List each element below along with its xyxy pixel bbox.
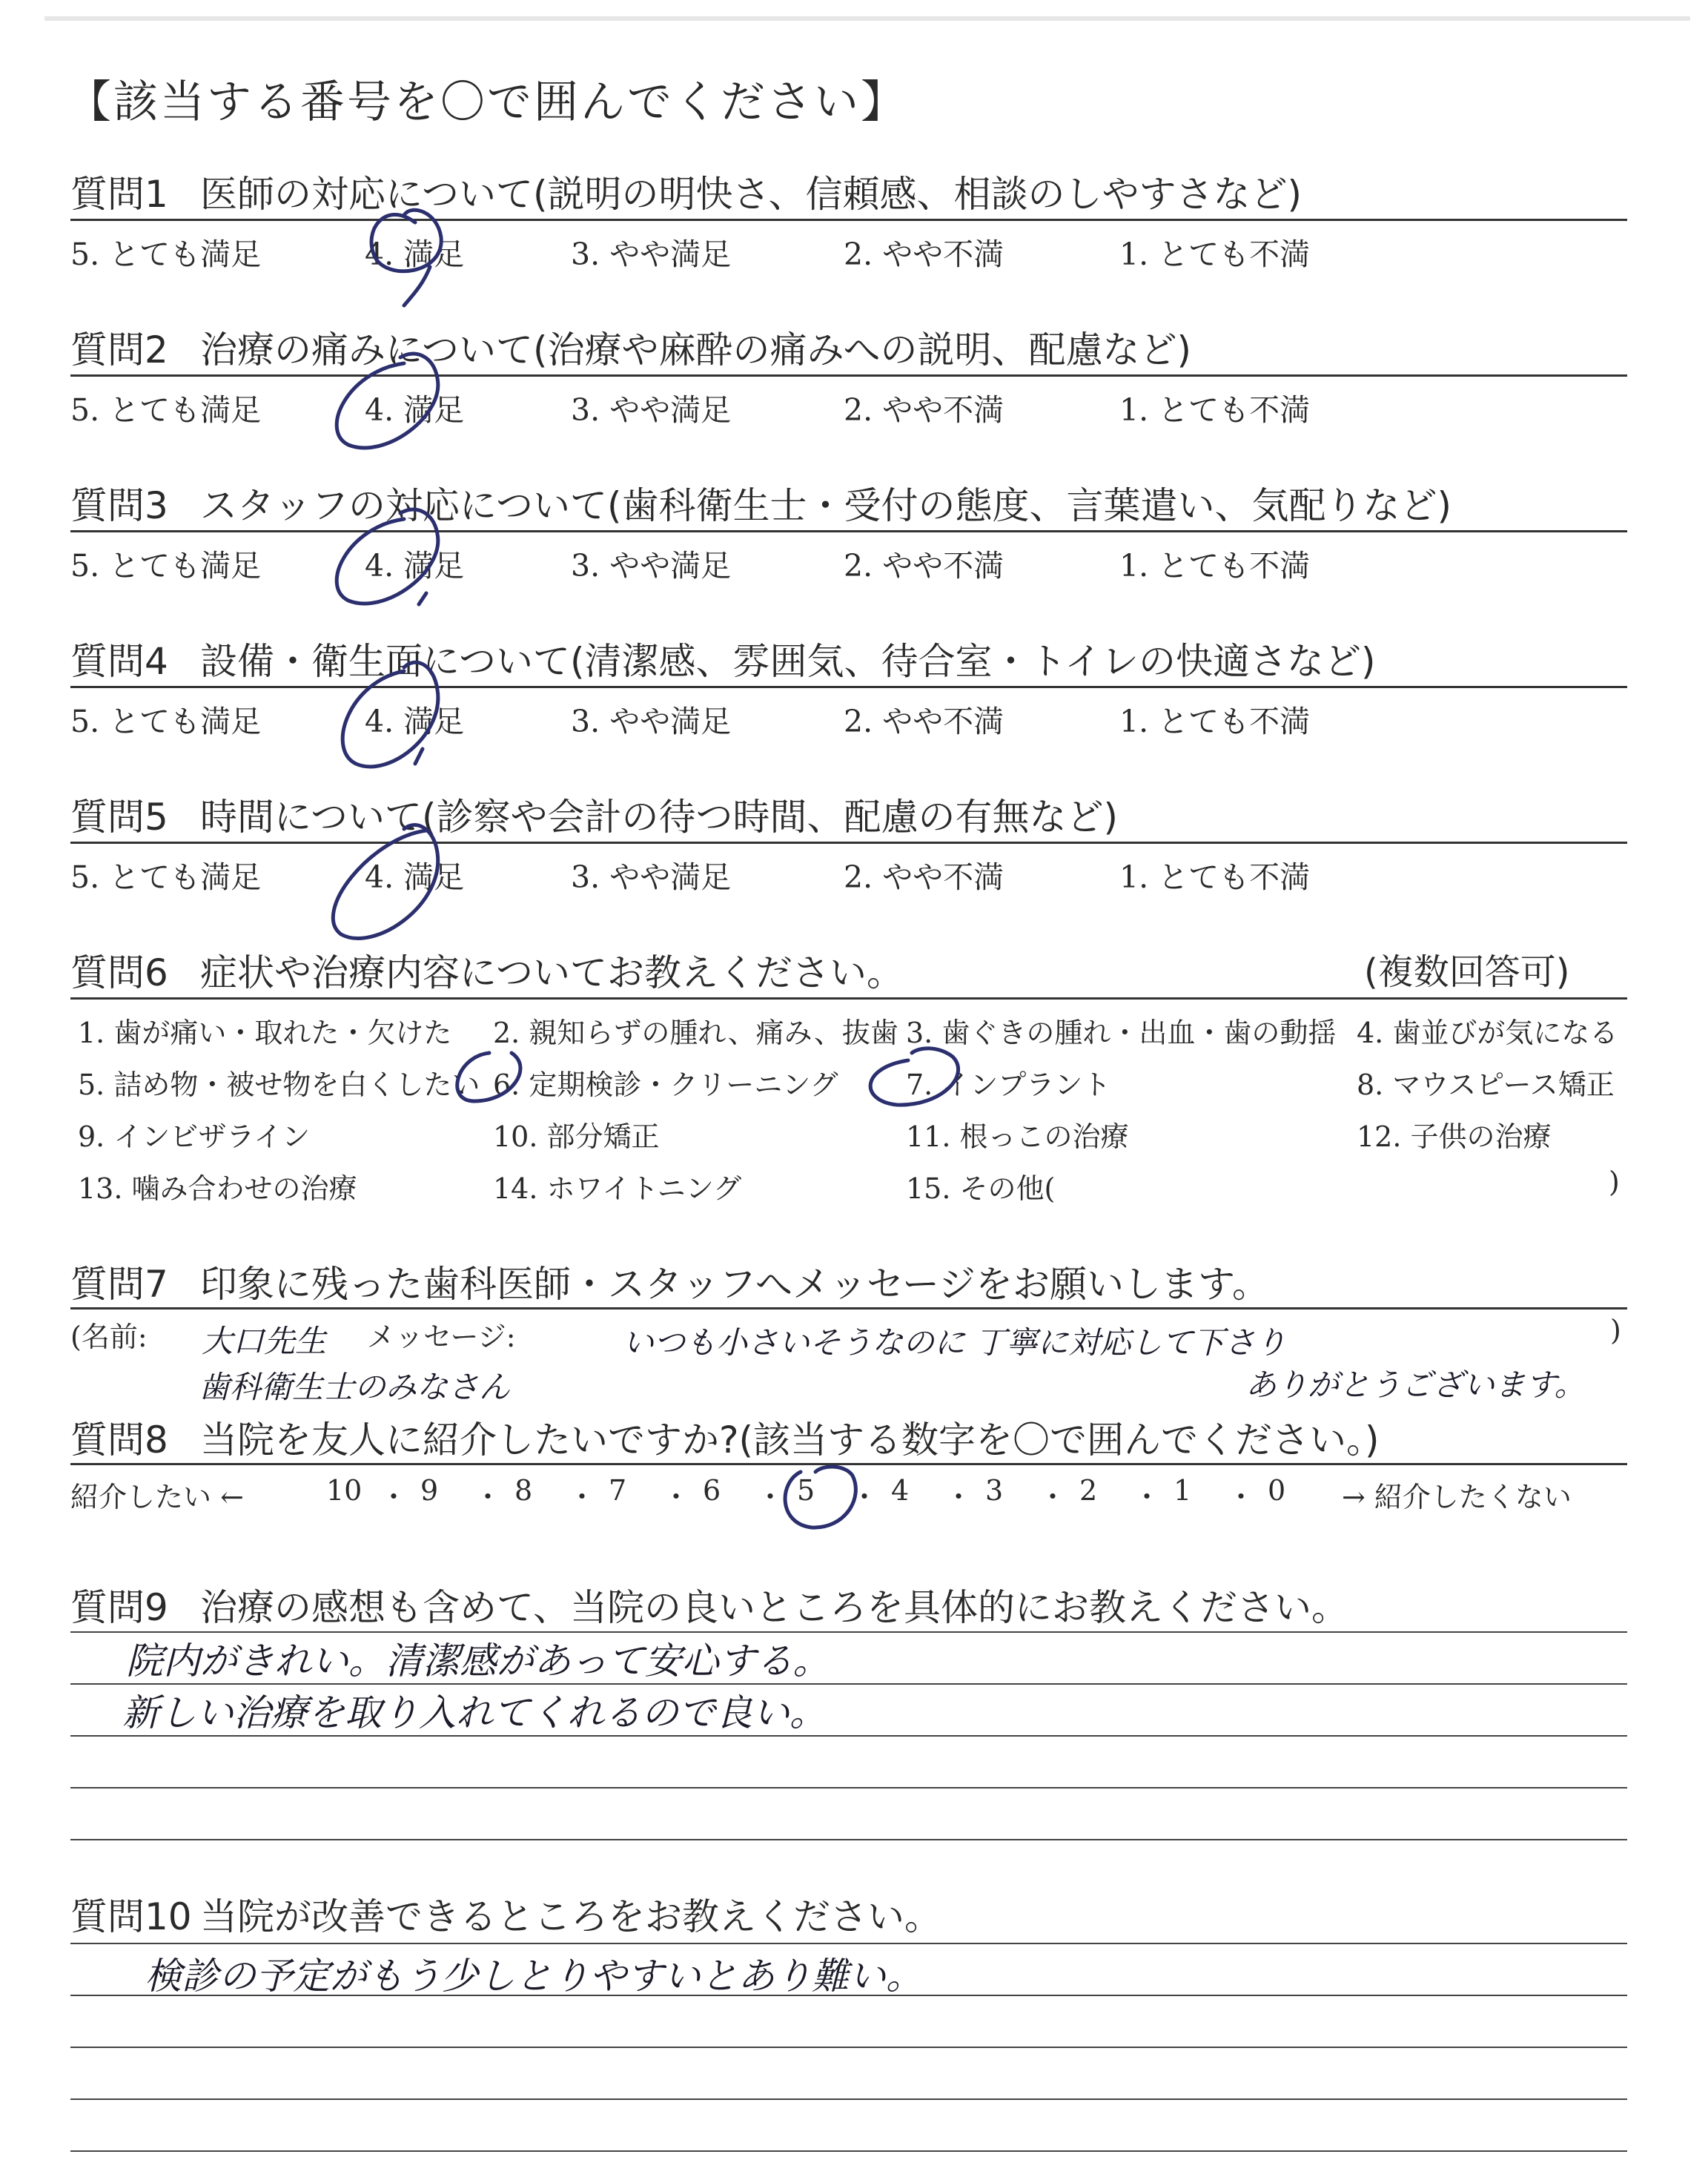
q2-option-4[interactable]: 4. 満足 <box>365 392 465 428</box>
scale-separator: ・ <box>1133 1481 1162 1513</box>
question-number: 質問2 <box>70 328 168 371</box>
scale-value-2[interactable]: 2 <box>1079 1474 1098 1507</box>
q3-option-3[interactable]: 3. やや満足 <box>571 548 732 584</box>
q1-option-5[interactable]: 5. とても満足 <box>70 237 262 272</box>
scale-separator: ・ <box>944 1481 973 1513</box>
question-text: 症状や治療内容についてお教えください。 <box>200 951 904 994</box>
q6-option-13[interactable]: 13. 噛み合わせの治療 <box>78 1172 357 1205</box>
scale-separator: ・ <box>1039 1481 1068 1513</box>
q6-option-8[interactable]: 8. マウスピース矯正 <box>1357 1069 1615 1101</box>
q5-option-2[interactable]: 2. やや不満 <box>844 859 1004 895</box>
q6-option-7-circle <box>870 1048 958 1105</box>
q6-other-close-paren: ) <box>1609 1166 1620 1198</box>
q3-option-1[interactable]: 1. とても不満 <box>1119 548 1311 584</box>
question-text: 治療の痛みについて(治療や麻酔の痛みへの説明、配慮など) <box>200 328 1192 371</box>
question-text: スタッフの対応について(歯科衛生士・受付の態度、言葉遣い、気配りなど) <box>200 484 1452 527</box>
q6-option-7[interactable]: 7. インプラント <box>906 1069 1111 1101</box>
q5-option-4[interactable]: 4. 満足 <box>365 859 465 895</box>
scale-separator: ・ <box>662 1481 691 1513</box>
handwritten-answer-q10-1: 検診の予定がもう少しとりやすいとあり難い。 <box>145 1955 923 1998</box>
scale-value-0[interactable]: 0 <box>1268 1474 1286 1507</box>
q1-selection-circle <box>371 210 441 305</box>
handwritten-name-2: 歯科衛生士のみなさん <box>199 1369 511 1405</box>
handwritten-name-1: 大口先生 <box>202 1323 327 1359</box>
q5-option-5[interactable]: 5. とても満足 <box>70 859 262 895</box>
question-number: 質問4 <box>70 640 168 683</box>
question-number: 質問3 <box>70 484 168 527</box>
question-number: 質問9 <box>70 1586 168 1629</box>
question-text: 時間について(診察や会計の待つ時間、配慮の有無など) <box>200 796 1119 839</box>
scale-separator: ・ <box>1227 1481 1256 1513</box>
question-number: 質問8 <box>70 1418 168 1462</box>
question-text: 医師の対応について(説明の明快さ、信頼感、相談のしやすさなど) <box>200 173 1302 216</box>
question-number: 質問5 <box>70 796 168 839</box>
handwritten-message-1: いつも小さいそうなのに 丁寧に対応して下さり <box>623 1324 1287 1361</box>
q2-option-1[interactable]: 1. とても不満 <box>1119 392 1311 428</box>
question-number: 質問1 <box>70 173 168 216</box>
q1-option-4[interactable]: 4. 満足 <box>365 237 465 272</box>
q6-option-4[interactable]: 4. 歯並びが気になる <box>1357 1017 1618 1049</box>
q6-option-5[interactable]: 5. 詰め物・被せ物を白くしたい <box>78 1069 480 1101</box>
q4-option-4[interactable]: 4. 満足 <box>365 704 465 739</box>
q3-selection-circle <box>337 509 438 604</box>
scale-separator: ・ <box>568 1481 597 1513</box>
recommend-left-label: 紹介したい ← <box>70 1481 244 1513</box>
question-number: 質問10 <box>70 1895 192 1938</box>
question-text: 当院が改善できるところをお教えください。 <box>200 1895 941 1938</box>
question-text: 印象に残った歯科医師・スタッフへメッセージをお願いします。 <box>200 1263 1269 1306</box>
q2-option-3[interactable]: 3. やや満足 <box>571 392 732 428</box>
q1-option-1[interactable]: 1. とても不満 <box>1119 237 1311 272</box>
handwritten-message-2: ありがとうございます。 <box>1245 1367 1586 1403</box>
q1-option-3[interactable]: 3. やや満足 <box>571 237 732 272</box>
scale-value-6[interactable]: 6 <box>703 1474 721 1507</box>
scale-value-9[interactable]: 9 <box>420 1474 439 1507</box>
q6-option-10[interactable]: 10. 部分矯正 <box>493 1120 660 1153</box>
q5-option-3[interactable]: 3. やや満足 <box>571 859 732 895</box>
q6-option-3[interactable]: 3. 歯ぐきの腫れ・出血・歯の動揺 <box>906 1017 1337 1049</box>
scale-value-7[interactable]: 7 <box>609 1474 627 1507</box>
scale-value-5[interactable]: 5 <box>797 1474 815 1507</box>
question-number: 質問7 <box>70 1263 168 1306</box>
recommend-right-label: → 紹介したくない <box>1342 1481 1572 1513</box>
q6-option-12[interactable]: 12. 子供の治療 <box>1357 1120 1552 1153</box>
q5-option-1[interactable]: 1. とても不満 <box>1119 859 1311 895</box>
q5-selection-circle <box>333 825 437 939</box>
q4-option-3[interactable]: 3. やや満足 <box>571 704 732 739</box>
q3-option-2[interactable]: 2. やや不満 <box>844 548 1004 584</box>
scale-value-1[interactable]: 1 <box>1174 1474 1192 1507</box>
q2-option-2[interactable]: 2. やや不満 <box>844 392 1004 428</box>
q4-selection-circle <box>342 662 438 767</box>
message-close-paren: ) <box>1610 1314 1621 1347</box>
scale-separator: ・ <box>380 1481 408 1513</box>
scale-separator: ・ <box>850 1481 879 1513</box>
question-text: 当院を友人に紹介したいですか?(該当する数字を〇で囲んでください。) <box>200 1418 1380 1462</box>
page-header: 【該当する番号を〇で囲んでください】 <box>67 76 907 128</box>
q6-option-2[interactable]: 2. 親知らずの腫れ、痛み、抜歯 <box>493 1017 898 1049</box>
name-label: (名前: <box>70 1321 148 1353</box>
q1-option-2[interactable]: 2. やや不満 <box>844 237 1004 272</box>
scale-value-10[interactable]: 10 <box>326 1474 363 1507</box>
q8-selection-circle <box>785 1467 855 1527</box>
handwritten-answer-q9-1: 院内がきれい。清潔感があって安心する。 <box>126 1639 830 1682</box>
message-label: メッセージ: <box>367 1321 516 1353</box>
question-text: 設備・衛生面について(清潔感、雰囲気、待合室・トイレの快適さなど) <box>200 640 1376 683</box>
handwritten-answer-q9-2: 新しい治療を取り入れてくれるので良い。 <box>122 1691 827 1734</box>
q6-option-11[interactable]: 11. 根っこの治療 <box>906 1120 1129 1153</box>
scale-value-4[interactable]: 4 <box>891 1474 910 1507</box>
q6-option-1[interactable]: 1. 歯が痛い・取れた・欠けた <box>78 1017 452 1049</box>
q6-option-15[interactable]: 15. その他( <box>906 1172 1056 1205</box>
q6-option-6[interactable]: 6. 定期検診・クリーニング <box>493 1069 838 1101</box>
multiple-answers-note: (複数回答可) <box>1364 951 1570 993</box>
q6-option-9[interactable]: 9. インビザライン <box>78 1120 311 1153</box>
scale-separator: ・ <box>756 1481 785 1513</box>
q4-option-2[interactable]: 2. やや不満 <box>844 704 1004 739</box>
scale-value-8[interactable]: 8 <box>514 1474 533 1507</box>
q6-option-14[interactable]: 14. ホワイトニング <box>493 1172 742 1205</box>
q3-option-4[interactable]: 4. 満足 <box>365 548 465 584</box>
q2-option-5[interactable]: 5. とても満足 <box>70 392 262 428</box>
q6-option-6-circle <box>457 1053 520 1101</box>
q4-option-1[interactable]: 1. とても不満 <box>1119 704 1311 739</box>
scale-value-3[interactable]: 3 <box>985 1474 1004 1507</box>
q2-selection-circle <box>337 354 438 448</box>
q4-option-5[interactable]: 5. とても満足 <box>70 704 262 739</box>
q3-option-5[interactable]: 5. とても満足 <box>70 548 262 584</box>
question-number: 質問6 <box>70 951 168 994</box>
question-text: 治療の感想も含めて、当院の良いところを具体的にお教えください。 <box>200 1586 1348 1629</box>
scale-separator: ・ <box>474 1481 503 1513</box>
